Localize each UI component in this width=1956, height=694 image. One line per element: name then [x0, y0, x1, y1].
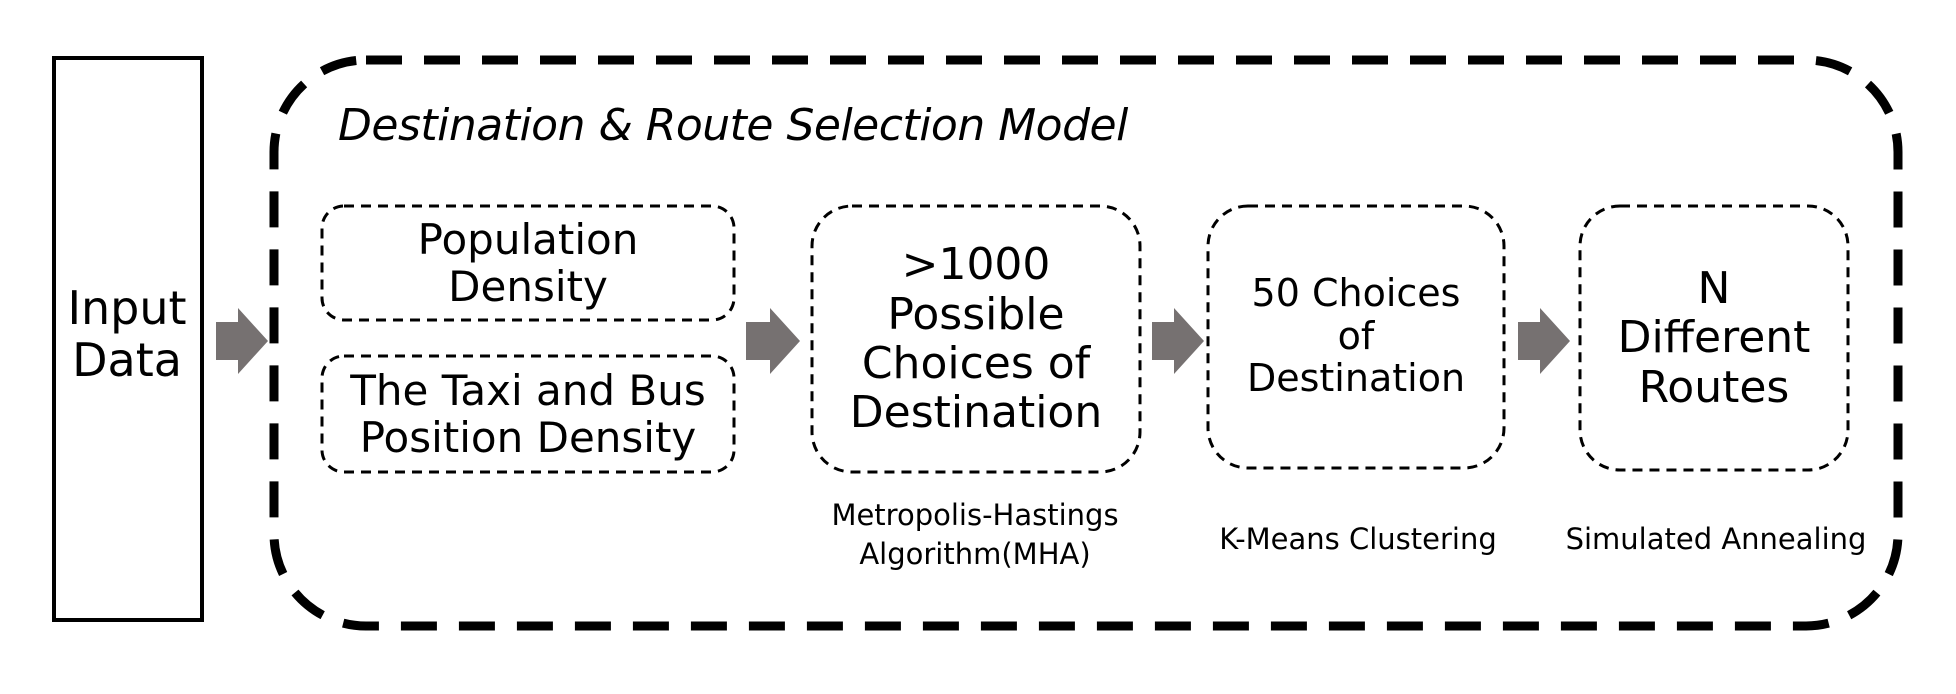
input-data-line: Data: [72, 333, 182, 387]
mha-caption-line: Metropolis-Hastings: [831, 498, 1119, 532]
population-density-box: [322, 204, 734, 322]
possible-choices-line: Possible: [887, 288, 1065, 340]
population-line: Density: [448, 262, 608, 311]
fifty-choices-line: 50 Choices: [1251, 271, 1461, 316]
input-data-box: [54, 58, 200, 612]
possible-choices-line: Choices of: [861, 338, 1091, 389]
input-data-line: Input: [67, 281, 187, 336]
taxi-bus-line: Position Density: [359, 413, 697, 462]
arrow-possible-to-fifty: [1152, 308, 1204, 374]
n-routes-box: [1580, 206, 1848, 470]
population-line: Population: [417, 214, 639, 264]
arrow-fifty-to-routes: [1518, 308, 1570, 374]
mha-caption: [790, 496, 1160, 574]
fifty-choices-line: of: [1337, 313, 1375, 358]
possible-choices-box: [812, 206, 1140, 472]
fifty-choices-line: Destination: [1246, 356, 1466, 401]
n-routes-line: Routes: [1638, 361, 1790, 413]
possible-choices-line: Destination: [849, 387, 1103, 439]
fifty-choices-box: [1208, 206, 1504, 466]
mha-caption-line: Algorithm(MHA): [859, 537, 1091, 572]
arrow-sources-to-possible: [746, 308, 800, 374]
n-routes-line: Different: [1617, 312, 1811, 364]
model-title: Destination & Route Selection Model: [338, 100, 1128, 151]
taxi-bus-density-box: [322, 356, 734, 472]
possible-choices-line: >1000: [901, 239, 1051, 291]
taxi-bus-line: The Taxi and Bus: [350, 365, 706, 415]
annealing-caption: Simulated Annealing: [1565, 522, 1867, 556]
n-routes-line: N: [1697, 263, 1731, 315]
kmeans-caption: K-Means Clustering: [1219, 522, 1497, 556]
arrow-input-to-model: [216, 308, 268, 374]
